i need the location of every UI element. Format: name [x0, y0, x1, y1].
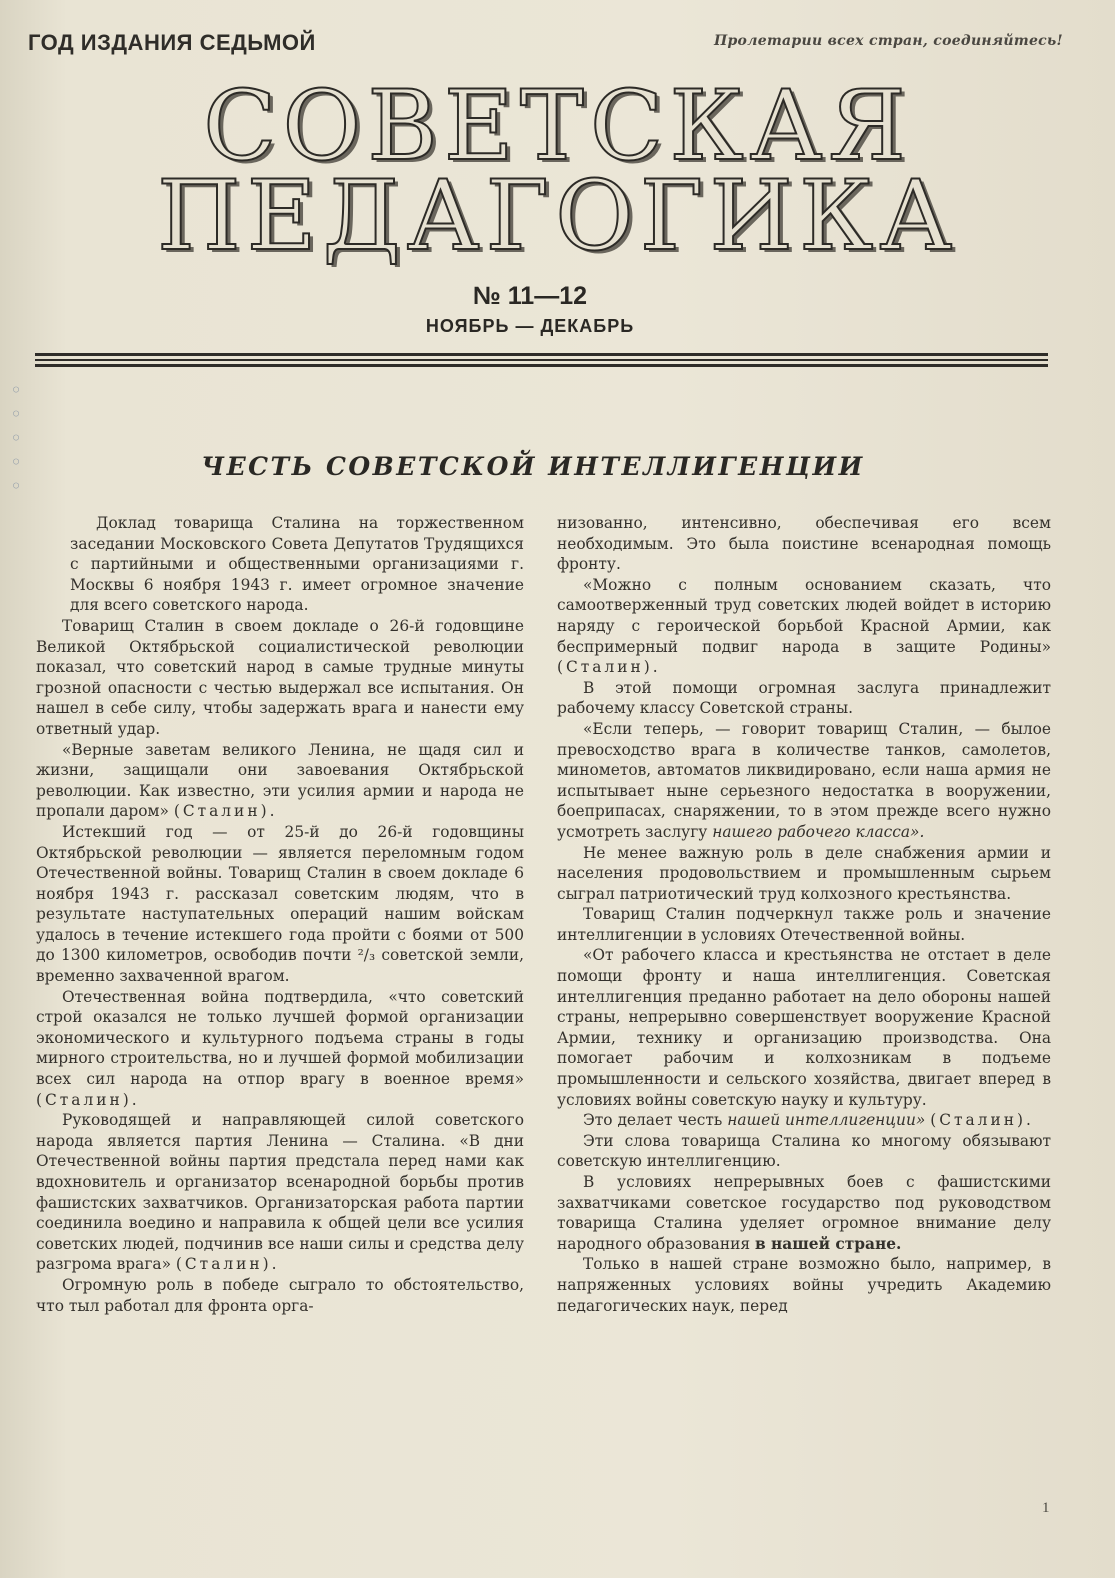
quote-author: (Сталин).	[175, 1255, 280, 1274]
paragraph	[557, 1172, 1051, 1254]
header-rule-thick	[35, 353, 1048, 356]
quote-author: (Сталин).	[173, 802, 278, 821]
paragraph: низованно, интенсивно, обеспечивая его всем необходимым. Это была поистине всенародная помощь фронту.	[557, 514, 1051, 574]
article-column-left	[36, 513, 524, 1316]
paragraph	[557, 575, 1051, 678]
paragraph: «От рабочего класса и крестьянства не отстает в деле помощи фронту и наша интеллигенция. Советская интеллигенция преданно работает на дело обороны нашей страны, непрерывно совершенствует вооружение Красной Армии, технику и организацию производства. Она помогает рабочим и колхозникам в подъеме промышленности и сельского хозяйства, двигает вперед в условиях войны советскую науку и культуру.	[557, 946, 1051, 1109]
body-text: В условиях непрерывных боев с фашистскими захватчиками советское государство под руководством товарища Сталина уделяет огромное внимание делу народного образования	[557, 1173, 1051, 1253]
issue-months: НОЯБРЬ — ДЕКАБРЬ	[425, 316, 635, 336]
paragraph: Доклад товарища Сталина на торжественном заседании Московского Совета Депутатов Трудящихся с партийными и общественными организациями г. Москвы 6 ноября 1943 г. имеет огромное значение для всего советского народа.	[70, 514, 524, 615]
quote-author: (Сталин).	[930, 1111, 1034, 1130]
quote-text: Это делает честь	[583, 1111, 723, 1130]
paragraph	[36, 987, 524, 1111]
bold-text: в нашей стране.	[754, 1234, 902, 1253]
paragraph: Не менее важную роль в деле снабжения армии и населения продовольствием и промышленным сырьем сыграл патриотический труд колхозного крестьянства.	[557, 843, 1051, 903]
publication-year-label: ГОД ИЗДАНИЯ СЕДЬМОЙ	[28, 30, 316, 55]
masthead-motto: Пролетарии всех стран, соединяйтесь!	[713, 33, 1063, 49]
quote-author: (Сталин).	[36, 1090, 140, 1109]
paragraph: Только в нашей стране возможно было, например, в напряженных условиях войны учредить Академию педагогических наук, перед	[557, 1255, 1051, 1315]
paragraph	[557, 1110, 1051, 1131]
article-column-right	[557, 513, 1051, 1316]
masthead-title-line1: СОВЕТСКАЯ	[203, 70, 912, 182]
quote-text: «Верные заветам великого Ленина, не щадя сил и жизни, защищали они завоевания Октябрьской революции. Как известно, эти усилия армии и народа не пропали даром»	[36, 740, 524, 821]
paragraph	[36, 740, 524, 822]
issue-number: № 11—12	[472, 282, 588, 310]
paragraph	[36, 1110, 524, 1275]
paragraph: Товарищ Сталин подчеркнул также роль и значение интеллигенции в условиях Отечественной войны.	[557, 905, 1051, 944]
paragraph: Огромную роль в победе сыграло то обстоятельство, что тыл работал для фронта орга-	[36, 1275, 524, 1315]
emphasis-text: нашей интеллигенции»	[727, 1111, 926, 1130]
quote-author: (Сталин).	[557, 658, 661, 677]
quote-text: Отечественная война подтвердила, «что советский строй оказался не только лучшей формой организации экономического и культурного подъема страны в годы мирного строительства, но и лучшей формой мобилизации всех сил народа на отпор врагу в военное время»	[36, 987, 524, 1089]
page-number: 1	[1042, 1500, 1050, 1516]
paragraph: Истекший год — от 25-й до 26-й годовщины Октябрьской революции — является переломным годом Отечественной войны. Товарищ Сталин в своем докладе 6 ноября 1943 г. рассказал советским людям, что в результате наступательных операций нашим войскам удалось в течение истекшего года пройти с боями от 500 до 1300 километров, освободив почти ²/₃ советской земли, временно захваченной врагом.	[36, 822, 524, 986]
margin-stamp: ◦◦◦◦◦	[4, 378, 28, 498]
paragraph: Эти слова товарища Сталина ко многому обязывают советскую интеллигенцию.	[557, 1131, 1051, 1171]
quote-text: «Можно с полным основанием сказать, что самоотверженный труд советских людей войдет в историю наряду с героической борьбой Красной Армии, как беспримерный подвиг народа в защите Родины»	[557, 575, 1051, 656]
header-rule-thick-lower	[35, 364, 1048, 367]
paragraph	[557, 719, 1051, 843]
paragraph: В этой помощи огромная заслуга принадлежит рабочему классу Советской страны.	[557, 678, 1051, 718]
paragraph: Товарищ Сталин в своем докладе о 26-й годовщине Великой Октябрьской социалистической революции показал, что советский народ в самые трудные минуты грозной опасности с честью выдержал все испытания. Он нашел в себе силу, чтобы задержать врага и нанести ему ответный удар.	[36, 616, 524, 738]
article-title: ЧЕСТЬ СОВЕТСКОЙ ИНТЕЛЛИГЕНЦИИ	[201, 452, 865, 481]
emphasis-text: нашего рабочего класса».	[712, 822, 925, 841]
header-rule-thin	[35, 359, 1048, 361]
quote-text: Руководящей и направляющей силой советского народа является партия Ленина — Сталина. «В дни Отечественной войны партия предстала перед нами как вдохновитель и организатор всенародной борьбы против фашистских захватчиков. Организаторская работа партии соединила воедино и направила к общей цели все усилия советских людей, подчинив все наши силы и средства делу разгрома врага»	[36, 1111, 524, 1274]
quote-text: «Если теперь, — говорит товарищ Сталин, — былое превосходство врага в количестве танков, самолетов, минометов, автоматов ликвидировано, если наша армия не испытывает ныне серьезного недостатка в вооружении, боеприпасах, снаряжении, то в этом прежде всего нужно усмотреть заслугу	[557, 719, 1051, 841]
masthead-title-line2: ПЕДАГОГИКА	[156, 160, 959, 272]
